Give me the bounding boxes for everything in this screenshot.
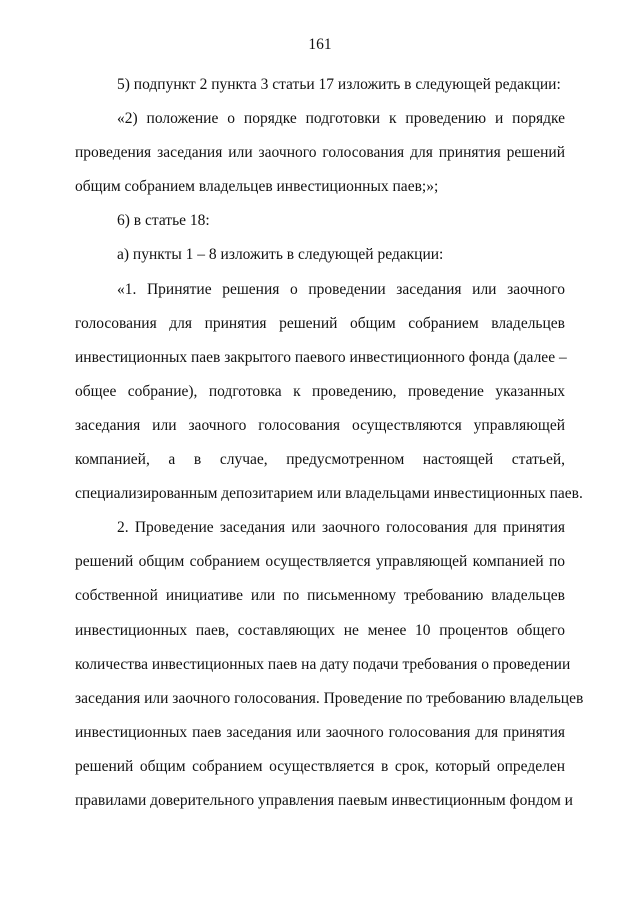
text-line: решений общим собранием осуществляется в срок, который определен	[75, 757, 565, 775]
text-line: решений общим собранием осуществляется управляющей компанией по	[75, 553, 565, 571]
text-line: общее собрание), подготовка к проведению, проведение указанных	[75, 382, 565, 400]
text-line: 2. Проведение заседания или заочного голосования для принятия	[117, 519, 565, 537]
text-line: проведения заседания или заочного голосования для принятия решений	[75, 144, 565, 162]
text-line: инвестиционных паев закрытого паевого инвестиционного фонда (далее –	[75, 348, 567, 366]
text-line: 6) в статье 18:	[117, 212, 210, 230]
text-line: «1. Принятие решения о проведении заседания или заочного	[117, 280, 565, 298]
text-line: 5) подпункт 2 пункта 3 статьи 17 изложить в следующей редакции:	[117, 76, 561, 93]
text-line: количества инвестиционных паев на дату подачи требования о проведении	[75, 655, 571, 673]
text-line: «2) положение о порядке подготовки к проведению и порядке	[117, 110, 565, 128]
document-body	[75, 74, 584, 824]
text-line: заседания или заочного голосования. Проведение по требованию владельцев	[75, 689, 584, 707]
text-line: общим собранием владельцев инвестиционных паев;»;	[75, 178, 439, 196]
text-line: собственной инициативе или по письменному требованию владельцев	[75, 587, 565, 605]
text-line: инвестиционных паев заседания или заочного голосования для принятия	[75, 723, 565, 741]
text-line: а) пункты 1 – 8 изложить в следующей редакции:	[117, 246, 444, 264]
text-line: голосования для принятия решений общим собранием владельцев	[75, 314, 565, 332]
text-line: компанией, а в случае, предусмотренном настоящей статьей,	[75, 451, 565, 469]
text-line: инвестиционных паев, составляющих не менее 10 процентов общего	[75, 621, 565, 639]
page-number: 161	[308, 36, 332, 53]
text-line: заседания или заочного голосования осуществляются управляющей	[75, 416, 565, 434]
text-line: специализированным депозитарием или владельцами инвестиционных паев.	[75, 485, 583, 503]
text-line: правилами доверительного управления паевым инвестиционным фондом и	[75, 791, 573, 809]
